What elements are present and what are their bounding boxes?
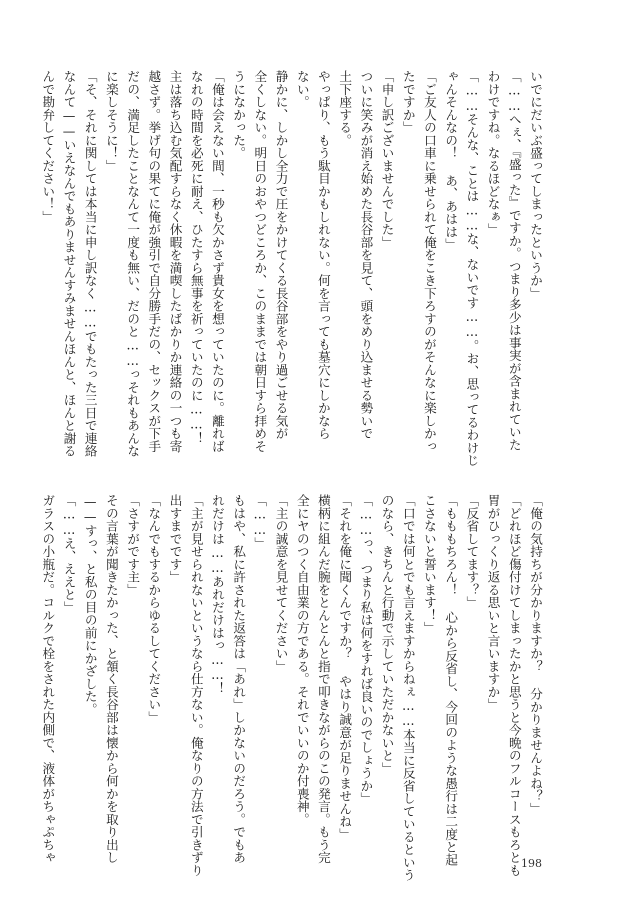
text-line: 土下座する。 <box>337 70 353 147</box>
text-line: 「……」 <box>252 494 268 550</box>
text-line: 全くしない。明日のおやつどころか、このままでは朝日すら拝めそ <box>252 70 268 453</box>
text-line: 「……へぇ、『盛った』ですか。つまり多少は事実が含まれていた <box>506 70 522 451</box>
text-line: なれの時間を必死に耐え、ひたすら無事を祈っていたのに……！ <box>188 70 204 445</box>
page-number: 198 <box>521 857 542 870</box>
text-line: ガラスの小瓶だ。コルクで栓をされた内側で、液体がちゃぷちゃ <box>40 494 56 864</box>
text-line: れだけは……あれだけはっ……！ <box>209 494 225 695</box>
text-line: もはや、私に許された返答は「あれ」しかないのだろう。でもあ <box>231 494 247 864</box>
text-line: 「俺の気持ちが分かりますか？ 分かりませんよね？」 <box>528 494 543 816</box>
text-line: 静かに、しかし全力で圧をかけてくる長谷部をやり過ごせる気が <box>273 70 289 440</box>
text-line: いでにだいぶ盛ってしまったというか」 <box>528 70 543 300</box>
text-line: 「それを俺に聞くんですか？ やはり誠意が足りませんね」 <box>337 494 353 841</box>
text-line: 「口では何とでも言えますからねぇ……本当に反省しているという <box>400 494 416 882</box>
text-line: その言葉が聞きたかった、と頷く長谷部は懐から何かを取り出し <box>103 494 119 864</box>
text-line: ——すっ、と私の目の前にかざした。 <box>82 494 98 716</box>
text-line: 「……っ、つまり私は何をすれば良いのでしょうか」 <box>358 494 374 805</box>
text-line: ゃんそんなの！ あ、あはは」 <box>443 70 459 251</box>
text-line: 「もももちろん！ 心から反省し、今回のような愚行は二度と起 <box>443 494 459 867</box>
text-line: 「俺は会えない間、一秒も欠かさず貴女を想っていたのに。離れば <box>209 70 225 453</box>
text-line: 横柄に組んだ腕をとんとんと指で叩きながらのこの発言。もう完 <box>315 494 331 864</box>
text-line: 「主が見せられないというなら仕方ない。俺なりの方法で引きずり <box>188 494 204 877</box>
text-line: だの、満足したことなんて一度も無い、だのと……っそれもあんな <box>125 70 141 458</box>
text-line: 「申し訳ございませんでした」 <box>379 70 395 249</box>
text-line: 胃がひっくり返る思いと言いますか」 <box>485 494 501 711</box>
text-line: 「なんでもするからゆるしてください」 <box>146 494 162 724</box>
text-line: 全にヤのつく自由業の方である。それでいいのか付喪神。 <box>294 494 310 826</box>
text-line: なんて——いえなんでもありませんすみませんほんと、ほんと謝る <box>61 70 77 458</box>
upper-text-column <box>40 70 546 475</box>
text-line: 「主の誠意を見せてください」 <box>273 494 289 673</box>
text-line: やっぱり、もう駄目かもしれない。何を言っても墓穴にしかなら <box>315 70 331 440</box>
text-line: 「ご友人の口車に乗せられて俺をこき下ろすのがそんなに楽しかっ <box>421 70 437 453</box>
text-line: ついに笑みが消え始めた長谷部を見て、頭をめり込ませる勢いで <box>358 70 374 440</box>
text-line: たですか」 <box>400 70 416 134</box>
text-line: 主は落ち込む気配すらなく休暇を満喫したばかりか連絡の一つも寄 <box>167 70 183 453</box>
text-line: 「……え、ええと」 <box>61 494 77 614</box>
text-line: 越さず。挙げ句の果てに俺が強引で自分勝手だの、セックスが下手 <box>146 70 162 453</box>
text-line: のなら、きちんと行動で示していただかないと」 <box>379 494 395 775</box>
text-line: ない。 <box>294 70 310 109</box>
text-line: に楽しそうに！」 <box>103 70 119 172</box>
text-line: こさないと誓います！」 <box>421 494 437 635</box>
text-line: 出すまでです」 <box>167 494 183 584</box>
text-line: 「反省してます？」 <box>464 494 480 609</box>
text-line: 「どれほど傷付けてしまったかと思うと今晩のフルコースもろとも <box>506 494 522 877</box>
text-line: 「……そんな、ことは……な、ないです……。お、思ってるわけじ <box>464 70 480 467</box>
text-line: んで勘弁してください！」 <box>40 70 56 223</box>
text-line: 「さすがです主」 <box>125 494 141 596</box>
text-line: わけですね。なるほどなぁ」 <box>485 70 501 236</box>
text-line: うになかった。 <box>231 70 247 160</box>
text-line: 「そ、それに関しては本当に申し訳なく……でもたった三日で連絡 <box>82 70 98 458</box>
